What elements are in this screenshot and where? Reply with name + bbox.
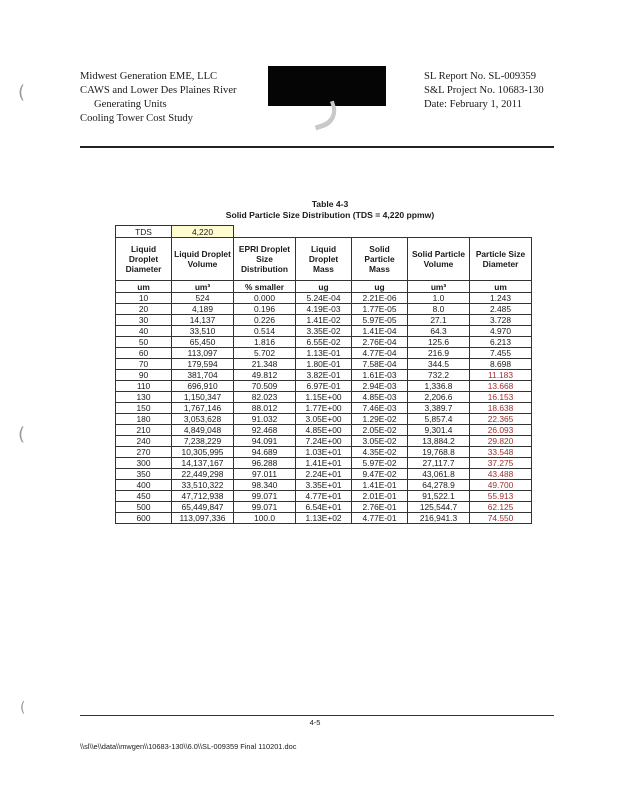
table-cell: 3.35E-02 xyxy=(296,326,352,337)
column-unit: um³ xyxy=(172,281,234,293)
table-cell: 82.023 xyxy=(234,392,296,403)
table-cell: 3.82E-01 xyxy=(296,370,352,381)
table-cell: 97.011 xyxy=(234,469,296,480)
table-cell: 7.58E-04 xyxy=(352,359,408,370)
table-cell: 1.0 xyxy=(408,293,470,304)
column-header: Particle Size Diameter xyxy=(470,238,532,281)
table-title: Table 4-3 xyxy=(311,199,349,209)
table-cell: 150 xyxy=(116,403,172,414)
tds-label: TDS xyxy=(116,226,172,238)
table-cell: 43.488 xyxy=(470,469,532,480)
table-row xyxy=(116,502,532,513)
table-cell: 110 xyxy=(116,381,172,392)
table-cell: 13,884.2 xyxy=(408,436,470,447)
table-cell: 65,450 xyxy=(172,337,234,348)
table-cell: 27.1 xyxy=(408,315,470,326)
table-cell: 13.668 xyxy=(470,381,532,392)
table-row xyxy=(116,436,532,447)
table-cell: 1.243 xyxy=(470,293,532,304)
table-cell: 29.820 xyxy=(470,436,532,447)
table-cell: 7.455 xyxy=(470,348,532,359)
table-cell: 11.183 xyxy=(470,370,532,381)
table-cell: 37.275 xyxy=(470,458,532,469)
table-cell: 500 xyxy=(116,502,172,513)
column-header: EPRI Droplet Size Distribution xyxy=(234,238,296,281)
table-cell: 19,768.8 xyxy=(408,447,470,458)
table-cell: 64,278.9 xyxy=(408,480,470,491)
table-cell: 7,238,229 xyxy=(172,436,234,447)
redacted-logo xyxy=(268,66,386,106)
table-cell: 3.728 xyxy=(470,315,532,326)
table-cell: 6.55E-02 xyxy=(296,337,352,348)
table-cell: 47,712,938 xyxy=(172,491,234,502)
table-cell: 0.000 xyxy=(234,293,296,304)
table-cell: 270 xyxy=(116,447,172,458)
table-cell: 210 xyxy=(116,425,172,436)
table-cell: 92.468 xyxy=(234,425,296,436)
column-header-row xyxy=(116,238,532,281)
table-cell: 696,910 xyxy=(172,381,234,392)
table-cell: 4.77E+01 xyxy=(296,491,352,502)
table-cell: 22.365 xyxy=(470,414,532,425)
table-cell: 14,137,167 xyxy=(172,458,234,469)
table-cell: 0.226 xyxy=(234,315,296,326)
table-cell: 2.01E-01 xyxy=(352,491,408,502)
table-cell: 1.41E-04 xyxy=(352,326,408,337)
table-cell: 2.05E-02 xyxy=(352,425,408,436)
table-cell: 344.5 xyxy=(408,359,470,370)
table-cell: 22,449,298 xyxy=(172,469,234,480)
tds-row xyxy=(116,226,532,238)
table-cell: 2.76E-04 xyxy=(352,337,408,348)
table-row xyxy=(116,337,532,348)
table-cell: 400 xyxy=(116,480,172,491)
table-cell: 381,704 xyxy=(172,370,234,381)
table-cell: 1.29E-02 xyxy=(352,414,408,425)
table-cell: 5,857.4 xyxy=(408,414,470,425)
table-cell: 600 xyxy=(116,513,172,524)
table-cell: 4.77E-04 xyxy=(352,348,408,359)
table-cell: 1.41E-01 xyxy=(352,480,408,491)
column-unit: um xyxy=(116,281,172,293)
table-cell: 6.54E+01 xyxy=(296,502,352,513)
project-number: S&L Project No. 10683-130 xyxy=(424,85,544,96)
table-cell: 125.6 xyxy=(408,337,470,348)
column-unit: um³ xyxy=(408,281,470,293)
table-row xyxy=(116,513,532,524)
table-cell: 1.61E-03 xyxy=(352,370,408,381)
table-row xyxy=(116,359,532,370)
file-path: \\sl\\e\\data\\mwgen\\10683-130\\6.0\\SL-009359 Final 110201.doc xyxy=(80,742,297,751)
table-row xyxy=(116,315,532,326)
table-cell: 14,137 xyxy=(172,315,234,326)
tds-value: 4,220 xyxy=(172,226,234,238)
column-header: Liquid Droplet Mass xyxy=(296,238,352,281)
table-cell: 50 xyxy=(116,337,172,348)
table-cell: 350 xyxy=(116,469,172,480)
table-row xyxy=(116,348,532,359)
table-cell: 524 xyxy=(172,293,234,304)
table-cell: 1.77E+00 xyxy=(296,403,352,414)
table-cell: 5.97E-05 xyxy=(352,315,408,326)
table-cell: 88.012 xyxy=(234,403,296,414)
table-cell: 2,206.6 xyxy=(408,392,470,403)
table-cell: 55.913 xyxy=(470,491,532,502)
header-rule xyxy=(80,146,554,148)
table-cell: 90 xyxy=(116,370,172,381)
header-left-line: Cooling Tower Cost Study xyxy=(80,113,193,124)
table-cell: 3.05E-02 xyxy=(352,436,408,447)
table-cell: 216.9 xyxy=(408,348,470,359)
table-cell: 1.41E+01 xyxy=(296,458,352,469)
table-cell: 33,510 xyxy=(172,326,234,337)
table-cell: 8.0 xyxy=(408,304,470,315)
header-left-line: Generating Units xyxy=(94,99,167,110)
table-cell: 113,097,336 xyxy=(172,513,234,524)
report-date: Date: February 1, 2011 xyxy=(424,99,522,110)
table-row xyxy=(116,370,532,381)
table-cell: 4,849,048 xyxy=(172,425,234,436)
table-cell: 33.548 xyxy=(470,447,532,458)
column-header: Solid Particle Mass xyxy=(352,238,408,281)
table-cell: 300 xyxy=(116,458,172,469)
table-cell: 2.24E+01 xyxy=(296,469,352,480)
table-cell: 0.514 xyxy=(234,326,296,337)
table-cell: 30 xyxy=(116,315,172,326)
table-cell: 2.94E-03 xyxy=(352,381,408,392)
table-cell: 5.97E-02 xyxy=(352,458,408,469)
table-cell: 70 xyxy=(116,359,172,370)
table-cell: 2.76E-01 xyxy=(352,502,408,513)
table-cell: 3,389.7 xyxy=(408,403,470,414)
table-cell: 49.812 xyxy=(234,370,296,381)
column-unit: um xyxy=(470,281,532,293)
header-left-block xyxy=(80,70,237,126)
header-left-line: Midwest Generation EME, LLC xyxy=(80,71,218,82)
table-cell: 43,061.8 xyxy=(408,469,470,480)
table-row xyxy=(116,469,532,480)
unit-row xyxy=(116,281,532,293)
table-cell: 1.816 xyxy=(234,337,296,348)
table-cell: 2.21E-06 xyxy=(352,293,408,304)
table-cell: 2.485 xyxy=(470,304,532,315)
table-cell: 60 xyxy=(116,348,172,359)
table-cell: 3.35E+01 xyxy=(296,480,352,491)
table-cell: 8.698 xyxy=(470,359,532,370)
table-cell: 7.46E-03 xyxy=(352,403,408,414)
column-unit: ug xyxy=(296,281,352,293)
table-cell: 1,336.8 xyxy=(408,381,470,392)
table-cell: 3,053,628 xyxy=(172,414,234,425)
table-cell: 1.80E-01 xyxy=(296,359,352,370)
table-cell: 113,097 xyxy=(172,348,234,359)
table-cell: 1.77E-05 xyxy=(352,304,408,315)
table-cell: 94.689 xyxy=(234,447,296,458)
table-cell: 91,522.1 xyxy=(408,491,470,502)
footer-rule xyxy=(80,715,554,716)
table-cell: 65,449,847 xyxy=(172,502,234,513)
particle-size-table xyxy=(115,225,532,524)
table-cell: 49.700 xyxy=(470,480,532,491)
table-row xyxy=(116,304,532,315)
table-cell: 9,301.4 xyxy=(408,425,470,436)
table-cell: 100.0 xyxy=(234,513,296,524)
table-cell: 4.77E-01 xyxy=(352,513,408,524)
table-cell: 20 xyxy=(116,304,172,315)
table-cell: 27,117.7 xyxy=(408,458,470,469)
table-cell: 216,941.3 xyxy=(408,513,470,524)
report-number: SL Report No. SL-009359 xyxy=(424,71,537,82)
table-row xyxy=(116,392,532,403)
table-cell: 4.35E-02 xyxy=(352,447,408,458)
table-cell: 10,305,995 xyxy=(172,447,234,458)
table-cell: 179,594 xyxy=(172,359,234,370)
table-cell: 4.85E+00 xyxy=(296,425,352,436)
table-cell: 4.85E-03 xyxy=(352,392,408,403)
table-cell: 1.03E+01 xyxy=(296,447,352,458)
table-cell: 240 xyxy=(116,436,172,447)
table-cell: 96.288 xyxy=(234,458,296,469)
header-right-block xyxy=(424,70,544,112)
page-number: 4-5 xyxy=(309,718,321,727)
table-cell: 3.05E+00 xyxy=(296,414,352,425)
scan-margin-mark: ( xyxy=(18,424,26,445)
table-cell: 18.638 xyxy=(470,403,532,414)
table-row xyxy=(116,293,532,304)
table-cell: 40 xyxy=(116,326,172,337)
table-cell: 64.3 xyxy=(408,326,470,337)
table-row xyxy=(116,414,532,425)
table-row xyxy=(116,447,532,458)
table-cell: 1,767,146 xyxy=(172,403,234,414)
table-cell: 94.091 xyxy=(234,436,296,447)
table-cell: 1.13E+02 xyxy=(296,513,352,524)
table-cell: 1,150,347 xyxy=(172,392,234,403)
table-cell: 732.2 xyxy=(408,370,470,381)
table-cell: 0.196 xyxy=(234,304,296,315)
table-cell: 16.153 xyxy=(470,392,532,403)
table-cell: 62.125 xyxy=(470,502,532,513)
column-header: Liquid Droplet Volume xyxy=(172,238,234,281)
table-cell: 21.348 xyxy=(234,359,296,370)
table-cell: 33,510,322 xyxy=(172,480,234,491)
header-left-line: CAWS and Lower Des Plaines River xyxy=(80,85,237,96)
table-cell: 180 xyxy=(116,414,172,425)
table-row xyxy=(116,425,532,436)
column-unit: ug xyxy=(352,281,408,293)
table-row xyxy=(116,491,532,502)
table-row xyxy=(116,458,532,469)
table-cell: 74.550 xyxy=(470,513,532,524)
table-row xyxy=(116,403,532,414)
scan-margin-mark: ( xyxy=(20,700,26,716)
table-cell: 1.41E-02 xyxy=(296,315,352,326)
table-cell: 10 xyxy=(116,293,172,304)
scan-margin-mark: ( xyxy=(18,82,26,103)
table-cell: 125,544.7 xyxy=(408,502,470,513)
column-header: Solid Particle Volume xyxy=(408,238,470,281)
table-row xyxy=(116,326,532,337)
column-unit: % smaller xyxy=(234,281,296,293)
table-cell: 4.19E-03 xyxy=(296,304,352,315)
table-row xyxy=(116,480,532,491)
column-header: Liquid Droplet Diameter xyxy=(116,238,172,281)
table-cell: 7.24E+00 xyxy=(296,436,352,447)
table-cell: 9.47E-02 xyxy=(352,469,408,480)
table-cell: 6.97E-01 xyxy=(296,381,352,392)
table-cell: 4,189 xyxy=(172,304,234,315)
table-cell: 1.13E-01 xyxy=(296,348,352,359)
table-cell: 5.24E-04 xyxy=(296,293,352,304)
table-cell: 5.702 xyxy=(234,348,296,359)
table-cell: 70.509 xyxy=(234,381,296,392)
table-cell: 26.093 xyxy=(470,425,532,436)
table-row xyxy=(116,381,532,392)
table-cell: 1.15E+00 xyxy=(296,392,352,403)
table-cell: 99.071 xyxy=(234,491,296,502)
table-cell: 130 xyxy=(116,392,172,403)
table-cell: 6.213 xyxy=(470,337,532,348)
table-cell: 99.071 xyxy=(234,502,296,513)
table-cell: 450 xyxy=(116,491,172,502)
table-subtitle: Solid Particle Size Distribution (TDS = 4,220 ppmw) xyxy=(225,210,435,220)
table-cell: 91.032 xyxy=(234,414,296,425)
table-cell: 4.970 xyxy=(470,326,532,337)
table-cell: 98.340 xyxy=(234,480,296,491)
